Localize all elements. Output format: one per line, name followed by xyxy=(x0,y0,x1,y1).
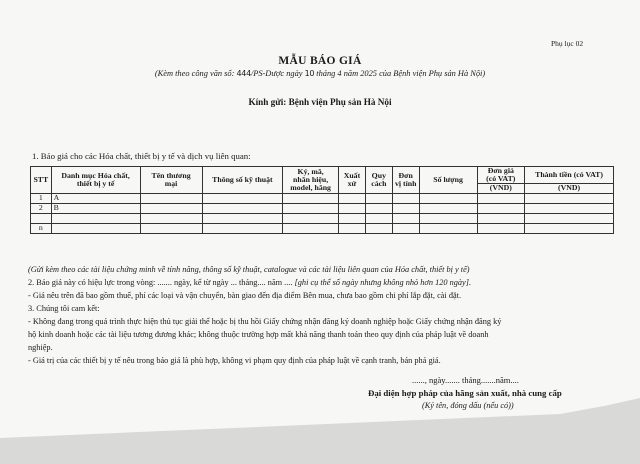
validity-line: 2. Báo giá này có hiệu lực trong vòng: ....... ngày, kể từ ngày ... tháng.... năm .... [ghi cụ thể số ngày nhưng không nhỏ hơn 120 ngày]. xyxy=(28,278,472,287)
table-row xyxy=(31,213,614,223)
col-unit: Đơn vị tính xyxy=(392,167,419,194)
section-3-heading: 3. Chúng tôi cam kết: xyxy=(28,304,100,313)
col-qty: Số lượng xyxy=(419,167,477,194)
quotation-table xyxy=(30,166,614,234)
col-price-unit: (VND) xyxy=(477,184,525,193)
commitment-1-line2: hộ kinh doanh hoặc các tài liệu tương đương khác; không thuộc trường hợp mất khả năng thanh toán theo quy định của pháp luật về doanh xyxy=(28,330,489,339)
table-row: n xyxy=(31,223,614,233)
document-subtitle xyxy=(0,70,640,78)
subtitle-prefix: (Kèm theo công văn số: xyxy=(154,69,235,78)
commitment-1-line3: nghiệp. xyxy=(28,343,53,352)
col-brand: Tên thương mại xyxy=(140,167,202,194)
price-note: - Giá nêu trên đã bao gồm thuế, phí các loại và vận chuyển, bàn giao đến địa điểm Bên mua, chưa bao gồm chi phí lắp đặt, cài đặt. xyxy=(28,291,462,300)
handwritten-number: 444 xyxy=(236,69,251,78)
commitment-2: - Giá trị của các thiết bị y tế nêu trong báo giá là phù hợp, không vi phạm quy định của pháp luật về cạnh tranh, bán phá giá. xyxy=(28,356,441,365)
document-title: MẪU BÁO GIÁ xyxy=(278,55,362,67)
col-model: Ký, mã, nhãn hiệu, model, hãng xyxy=(283,167,339,194)
col-stt: STT xyxy=(31,167,52,194)
col-name: Danh mục Hóa chất, thiết bị y tế xyxy=(51,167,140,194)
appendix-label: Phụ lục 02 xyxy=(551,39,584,48)
section-1-heading: 1. Báo giá cho các Hóa chất, thiết bị y tế và dịch vụ liên quan: xyxy=(32,151,251,161)
col-total: Thành tiền (có VAT) xyxy=(525,167,614,184)
signature-title: Đại diện hợp pháp của hãng sản xuất, nhà cung cấp xyxy=(368,388,562,398)
col-pack: Quy cách xyxy=(365,167,392,194)
table-header-row xyxy=(31,167,614,184)
col-origin: Xuất xứ xyxy=(339,167,366,194)
commitment-1-line1: - Không đang trong quá trình thực hiện thủ tục giải thể hoặc bị thu hồi Giấy chứng nhận đăng ký doanh nghiệp hoặc Giấy chứng nhận đăng ký xyxy=(28,317,502,326)
table-row: 2 B xyxy=(31,203,614,213)
col-specs: Thông số kỹ thuật xyxy=(202,167,283,194)
subtitle-middle: /PS-Dược ngày xyxy=(250,69,303,78)
table-row: 1 A xyxy=(31,193,614,203)
col-price: Đơn giá (có VAT) xyxy=(477,167,525,184)
handwritten-day: 10 xyxy=(304,69,315,78)
recipient-line: Kính gửi: Bệnh viện Phụ sản Hà Nội xyxy=(248,97,392,107)
signature-instruction: (Ký tên, đóng dấu (nếu có)) xyxy=(422,401,514,410)
col-total-unit: (VND) xyxy=(525,184,614,193)
subtitle-suffix: tháng 4 năm 2025 của Bệnh viện Phụ sản Hà Nội) xyxy=(316,69,486,78)
signature-date: ......, ngày....... tháng.......năm.... xyxy=(412,375,519,385)
attachment-note: (Gửi kèm theo các tài liệu chứng minh về tính năng, thông số kỹ thuật, catalogue và các tài liệu liên quan của Hóa chất, thiết bị y tế) xyxy=(28,265,470,274)
